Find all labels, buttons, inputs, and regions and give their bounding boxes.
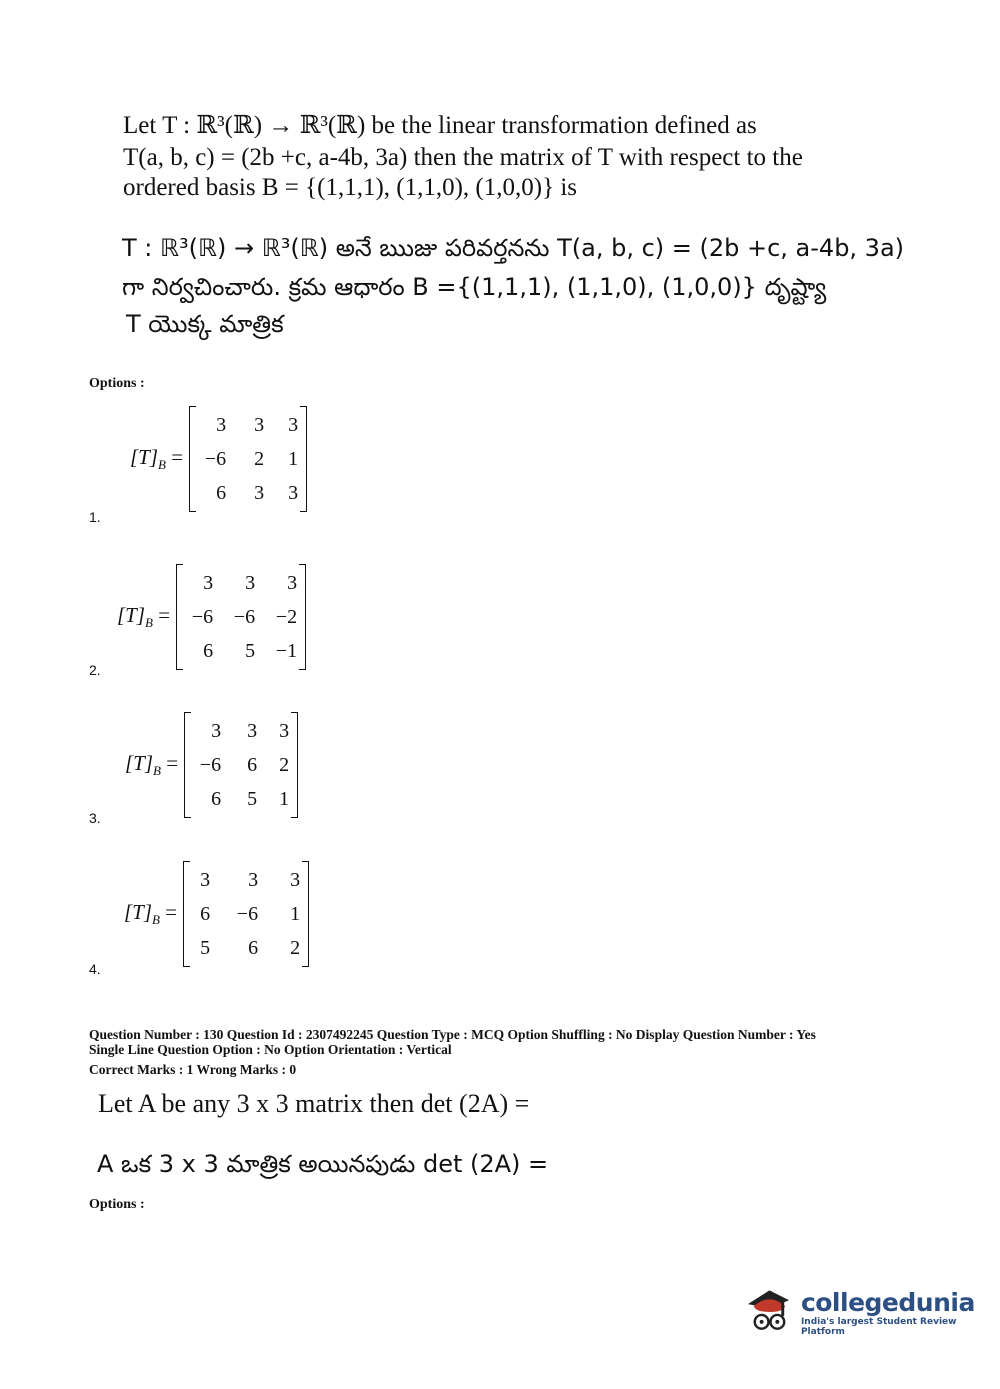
matrix-cell: 3 [254,414,265,436]
option-3-number: 3. [89,810,101,826]
option-4-number: 4. [89,961,101,977]
matrix-body [176,564,306,670]
matrix-cell: −2 [275,606,298,628]
matrix-body [189,406,307,512]
question2-telugu: A ఒక 3 x 3 మాత్రిక అయినపుడు det (2A) = [97,1150,549,1178]
question1-english-line-3: ordered basis B = {(1,1,1), (1,1,0), (1,0,0)} is [123,174,577,201]
matrix-label: [T] [124,899,153,924]
option-1-matrix[interactable]: $[T]_B$ = 3 3 3 −6 2 1 6 3 3 [130,406,307,512]
matrix-cell: 6 [203,640,214,662]
matrix-cell: 3 [254,482,265,504]
question-meta-line-2: Single Line Question Option : No Option Orientation : Vertical [89,1042,452,1057]
matrix-cell: −6 [204,448,227,470]
option-3-matrix[interactable]: $[T]_B$ = 3 3 3 −6 6 2 6 5 1 [125,712,298,818]
matrix-cell: 3 [200,869,211,891]
question-meta-line-3: Correct Marks : 1 Wrong Marks : 0 [89,1062,297,1077]
question1-options-label: Options : [89,376,145,391]
question1-english-line-2: T(a, b, c) = (2b +c, a-4b, 3a) then the matrix of T with respect to the [123,144,803,171]
matrix-cell: 6 [211,788,222,810]
matrix-cell: 3 [290,869,301,891]
matrix-cell: 2 [254,448,265,470]
matrix-cell: 3 [216,414,227,436]
matrix-subscript: B [152,912,160,928]
matrix-cell: 3 [279,720,290,742]
matrix-cell: −1 [275,640,298,662]
matrix-subscript: B [158,457,166,473]
question2-english: Let A be any 3 x 3 matrix then det (2A) = [98,1089,530,1118]
matrix-cell: 1 [288,448,299,470]
matrix-cell: 2 [279,754,290,776]
matrix-cell: 3 [245,572,256,594]
matrix-cell: 3 [287,572,298,594]
matrix-cell: 1 [279,788,290,810]
matrix-cell: 2 [290,937,301,959]
matrix-cell: −6 [199,754,222,776]
option-4-matrix[interactable]: $[T]_B$ = 3 3 3 6 −6 1 5 6 2 [124,861,309,967]
matrix-cell: 3 [247,720,258,742]
matrix-cell: 3 [211,720,222,742]
matrix-cell: 1 [290,903,301,925]
matrix-cell: 3 [203,572,214,594]
logo-brand-text: collegedunia [800,1287,975,1317]
collegedunia-logo[interactable] [740,1282,1000,1342]
matrix-cell: 3 [288,482,299,504]
matrix-cell: 3 [248,869,259,891]
matrix-cell: 5 [247,788,258,810]
question-meta-line-1: Question Number : 130 Question Id : 2307492245 Question Type : MCQ Option Shuffling : No Display Question Number : Yes [89,1027,816,1042]
question2-options-label: Options : [89,1197,145,1212]
matrix-cell: 6 [216,482,227,504]
matrix-cell: 6 [200,903,211,925]
matrix-cell: 5 [245,640,256,662]
question1-telugu-line-3: T యొక్క మాత్రిక [126,310,284,338]
matrix-cell: −6 [236,903,259,925]
matrix-cell: −6 [191,606,214,628]
matrix-body [183,861,309,967]
matrix-cell: 3 [288,414,299,436]
matrix-body [184,712,298,818]
matrix-cell: −6 [233,606,256,628]
matrix-subscript: B [145,615,153,631]
logo-tagline: India's largest Student Review Platform [800,1316,957,1337]
matrix-label: [T] [125,750,154,775]
option-2-number: 2. [89,662,101,678]
matrix-label: [T] [117,602,146,627]
matrix-subscript: B [153,763,161,779]
student-mascot-icon [740,1282,799,1342]
matrix-cell: 6 [247,754,258,776]
option-1-number: 1. [89,509,101,525]
option-2-matrix[interactable]: $[T]_B$ = 3 3 3 −6 −6 −2 6 5 −1 [117,564,306,670]
matrix-label: [T] [130,444,159,469]
question1-telugu-line-1: T : ℝ³(ℝ) → ℝ³(ℝ) అనే ఋజు పరివర్తనను T(a, b, c) = (2b +c, a-4b, 3a) [122,234,905,262]
question1-telugu-line-2: గా నిర్వచించారు. క్రమ ఆధారం B ={(1,1,1), (1,1,0), (1,0,0)} దృష్ట్యా [122,273,827,301]
matrix-cell: 5 [200,937,211,959]
question1-english-line-1: Let T : ℝ³(ℝ) → ℝ³(ℝ) be the linear transformation defined as [123,112,757,139]
matrix-cell: 6 [248,937,259,959]
